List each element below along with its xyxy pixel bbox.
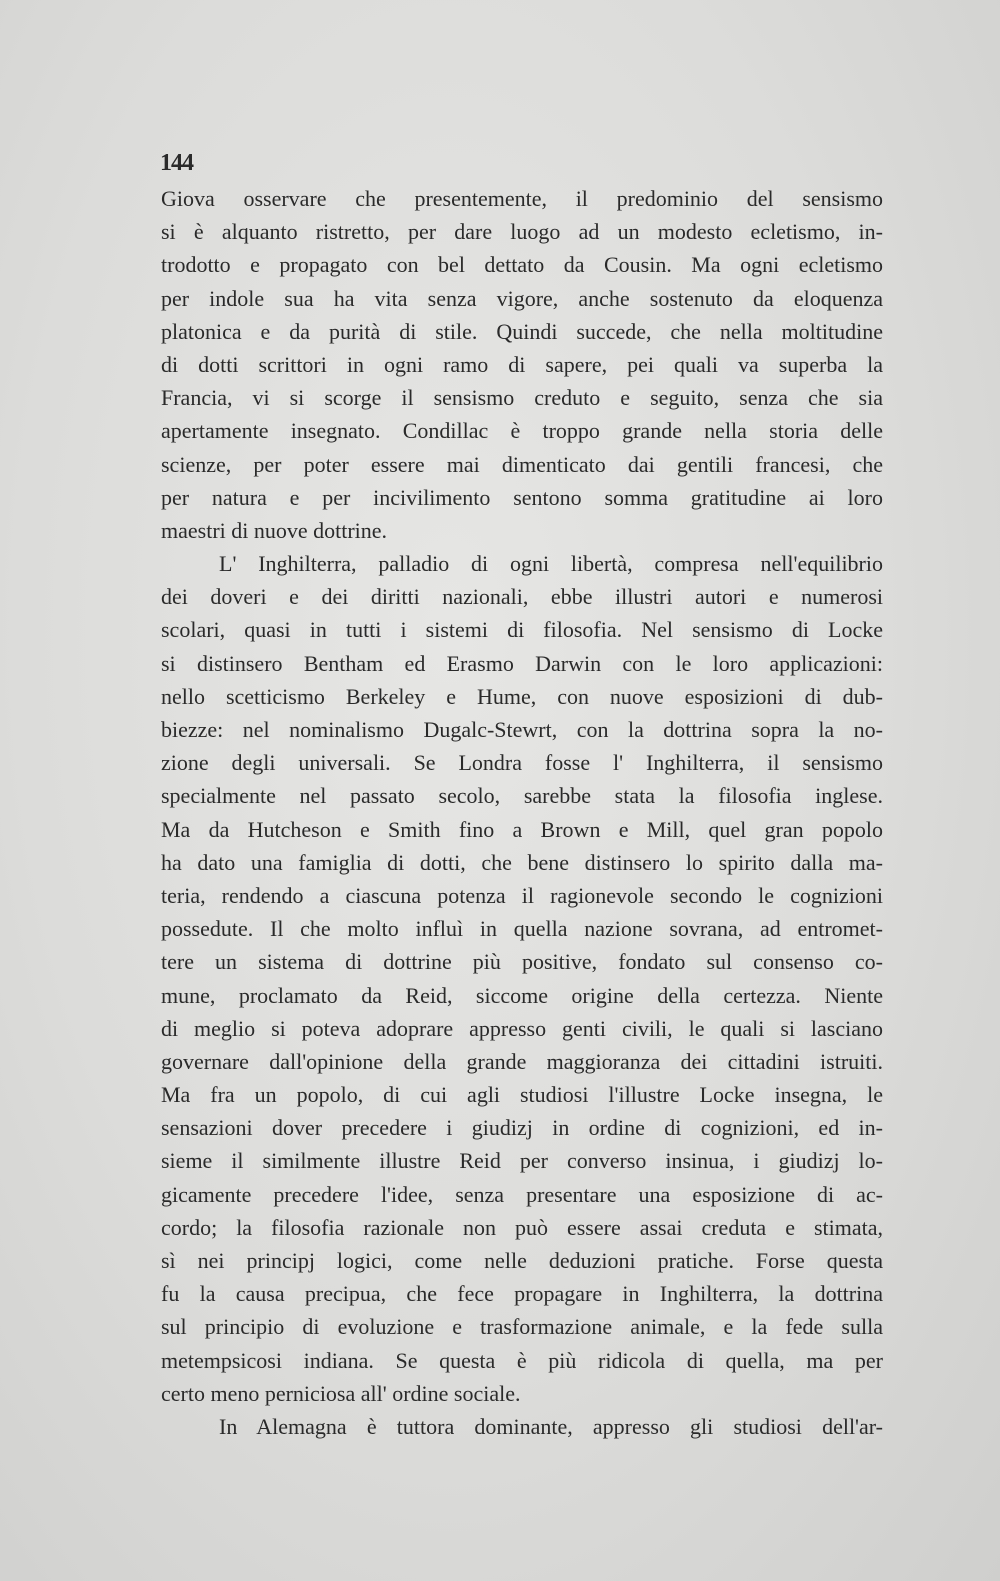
- body-text: [161, 182, 883, 1443]
- text-line: certo meno perniciosa all' ordine sociale.: [161, 1380, 521, 1406]
- text-line: di meglio si poteva adoprare appresso genti civili, le quali si lasciano: [161, 1015, 883, 1041]
- text-line: gicamente precedere l'idee, senza presentare una esposizione di ac-: [161, 1181, 883, 1207]
- text-line: mune, proclamato da Reid, siccome origine della certezza. Niente: [161, 982, 883, 1008]
- text-line: ha dato una famiglia di dotti, che bene distinsero lo spirito dalla ma-: [161, 849, 883, 875]
- text-line: si è alquanto ristretto, per dare luogo ad un modesto ecletismo, in-: [161, 219, 883, 245]
- text-line: sieme il similmente illustre Reid per converso insinua, i giudizj lo-: [161, 1148, 883, 1174]
- text-line: Francia, vi si scorge il sensismo creduto e seguito, senza che sia: [161, 385, 883, 411]
- text-line: tere un sistema di dottrine più positive, fondato sul consenso co-: [161, 949, 883, 975]
- text-line: sul principio di evoluzione e trasformazione animale, e la fede sulla: [161, 1314, 883, 1340]
- text-line: fu la causa precipua, che fece propagare in Inghilterra, la dottrina: [161, 1281, 883, 1307]
- text-line: metempsicosi indiana. Se questa è più ridicola di quella, ma per: [161, 1347, 883, 1373]
- text-line: apertamente insegnato. Condillac è troppo grande nella storia delle: [161, 418, 883, 444]
- text-line: per natura e per incivilimento sentono somma gratitudine ai loro: [161, 484, 883, 510]
- text-line: scolari, quasi in tutti i sistemi di filosofia. Nel sensismo di Locke: [161, 617, 883, 643]
- text-line: teria, rendendo a ciascuna potenza il ragionevole secondo le cognizioni: [161, 882, 883, 908]
- text-line: platonica e da purità di stile. Quindi succede, che nella moltitudine: [161, 318, 883, 344]
- text-line: possedute. Il che molto influì in quella nazione sovrana, ad entromet-: [161, 916, 883, 942]
- text-line: nello scetticismo Berkeley e Hume, con nuove esposizioni di dub-: [161, 683, 883, 709]
- text-line: Ma da Hutcheson e Smith fino a Brown e Mill, quel gran popolo: [161, 816, 883, 842]
- text-line: dei doveri e dei diritti nazionali, ebbe illustri autori e numerosi: [161, 584, 883, 610]
- text-line: cordo; la filosofia razionale non può essere assai creduta e stimata,: [161, 1214, 883, 1240]
- text-line: governare dall'opinione della grande maggioranza dei cittadini istruiti.: [161, 1048, 883, 1074]
- text-line: si distinsero Bentham ed Erasmo Darwin con le loro applicazioni:: [161, 650, 883, 676]
- text-line: In Alemagna è tuttora dominante, appresso gli studiosi dell'ar-: [219, 1413, 883, 1439]
- text-line: zione degli universali. Se Londra fosse l' Inghilterra, il sensismo: [161, 750, 883, 776]
- text-line: Ma fra un popolo, di cui agli studiosi l'illustre Locke insegna, le: [161, 1082, 883, 1108]
- text-line: Giova osservare che presentemente, il predominio del sensismo: [161, 186, 883, 211]
- text-line: biezze: nel nominalismo Dugalc-Stewrt, con la dottrina sopra la no-: [161, 717, 883, 742]
- text-line: scienze, per poter essere mai dimenticato dai gentili francesi, che: [161, 451, 883, 477]
- text-line: maestri di nuove dottrine.: [161, 517, 388, 543]
- text-line: sì nei principj logici, come nelle deduzioni pratiche. Forse questa: [161, 1248, 883, 1273]
- text-line: sensazioni dover precedere i giudizj in ordine di cognizioni, ed in-: [161, 1115, 883, 1141]
- text-line: per indole sua ha vita senza vigore, anche sostenuto da eloquenza: [161, 285, 883, 311]
- text-line: di dotti scrittori in ogni ramo di sapere, pei quali va superba la: [161, 351, 883, 377]
- text-line: L' Inghilterra, palladio di ogni libertà, compresa nell'equilibrio: [219, 551, 883, 577]
- text-line: specialmente nel passato secolo, sarebbe stata la filosofia inglese.: [161, 783, 883, 809]
- page-number: 144: [160, 150, 193, 176]
- text-line: trodotto e propagato con bel dettato da Cousin. Ma ogni ecletismo: [161, 252, 883, 278]
